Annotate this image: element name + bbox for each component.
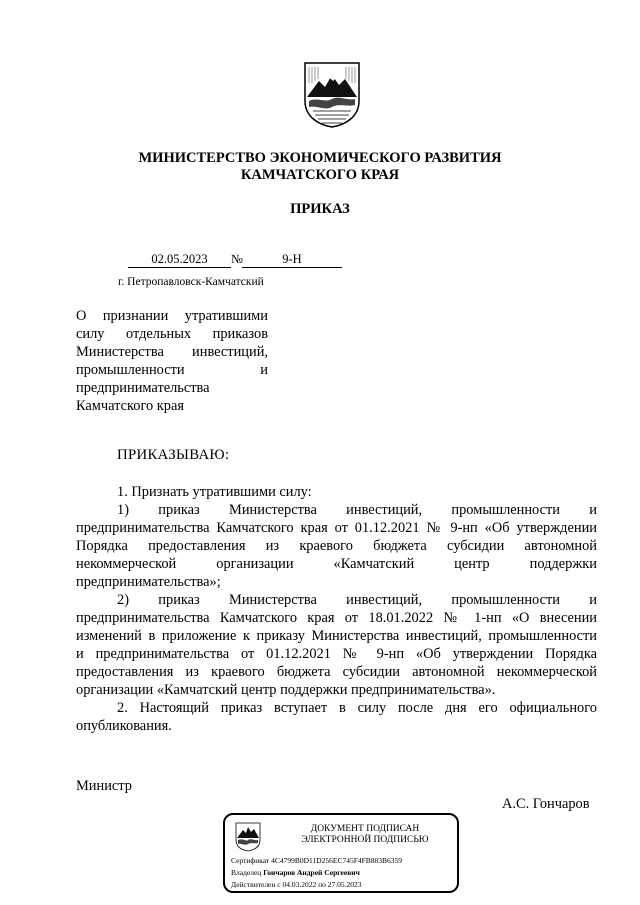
body-line: 1. Признать утратившими силу: (117, 484, 312, 500)
valid-to-label: по (318, 880, 326, 889)
body-line: 2) приказ Министерства инвестиций, промышленности и (117, 592, 597, 608)
body-line: 2. Настоящий приказ вступает в силу после дня его официального (117, 700, 597, 716)
valid-from-value: 04.03.2022 (282, 880, 317, 889)
order-date: 02.05.2023 (128, 252, 231, 268)
ministry-line-1: МИНИСТЕРСТВО ЭКОНОМИЧЕСКОГО РАЗВИТИЯ (138, 150, 502, 166)
electronic-signature-stamp (223, 813, 459, 893)
stamp-emblem-icon (235, 822, 261, 852)
order-number: 9-Н (242, 252, 342, 268)
stamp-validity (231, 880, 362, 889)
body-line: опубликования. (76, 718, 172, 734)
order-body (76, 483, 597, 735)
body-line: изменений в приложение к приказу Министерства инвестиций, промышленности (76, 628, 597, 644)
body-line: предпринимательства Камчатского края от 01.12.2021 № 9-нп «Об утверждении (76, 520, 597, 536)
city-line: г. Петропавловск-Камчатский (118, 276, 264, 288)
stamp-certificate (231, 856, 402, 865)
body-line: 1) приказ Министерства инвестиций, промышленности и (117, 502, 597, 518)
order-subject (76, 307, 268, 415)
body-line: некоммерческой организации «Камчатский центр поддержки (76, 556, 597, 572)
signatory-name: А.С. Гончаров (502, 796, 590, 812)
body-line: Порядка предоставления из краевого бюджета субсидии автономной (76, 538, 597, 554)
document-type-title: ПРИКАЗ (290, 201, 350, 217)
ministry-line-2: КАМЧАТСКОГО КРАЯ (240, 167, 400, 183)
ministry-title (0, 150, 640, 184)
subject-line: предпринимательства (76, 380, 210, 396)
kamchatka-emblem-icon (303, 61, 361, 129)
stamp-owner (231, 868, 360, 877)
subject-line: промышленности и (76, 362, 268, 378)
body-line: предпринимательства Камчатского края от 18.01.2022 № 1-нп «О внесении (76, 610, 597, 626)
body-line: предпринимательства»; (76, 574, 221, 590)
body-line: предоставления из краевого бюджета субсидии автономной некоммерческой (76, 664, 597, 680)
decree-word: ПРИКАЗЫВАЮ: (117, 447, 230, 463)
certificate-label: Сертификат (231, 856, 270, 865)
subject-line: силу отдельных приказов (76, 326, 268, 342)
number-sign: № (231, 252, 243, 266)
body-line: организации «Камчатский центр поддержки предпринимательства». (76, 682, 496, 698)
valid-from-label: Действителен с (231, 880, 281, 889)
certificate-value: 4C4799B0D11D256EC745F4FB883B6359 (271, 856, 403, 865)
body-line: и предпринимательства от 01.12.2021 № 9-нп «Об утверждении Порядка (76, 646, 597, 662)
owner-value: Гончаров Андрей Сергеевич (263, 868, 360, 877)
subject-line: Камчатского края (76, 398, 184, 414)
stamp-heading-line-1: ДОКУМЕНТ ПОДПИСАН (310, 824, 420, 834)
owner-label: Владелец (231, 868, 262, 877)
valid-to-value: 27.05.2023 (327, 880, 362, 889)
stamp-heading-line-2: ЭЛЕКТРОННОЙ ПОДПИСЬЮ (301, 835, 429, 845)
signatory-title: Министр (76, 778, 132, 794)
subject-line: О признании утратившими (76, 308, 268, 324)
stamp-heading (275, 824, 455, 846)
subject-line: Министерства инвестиций, (76, 344, 268, 360)
